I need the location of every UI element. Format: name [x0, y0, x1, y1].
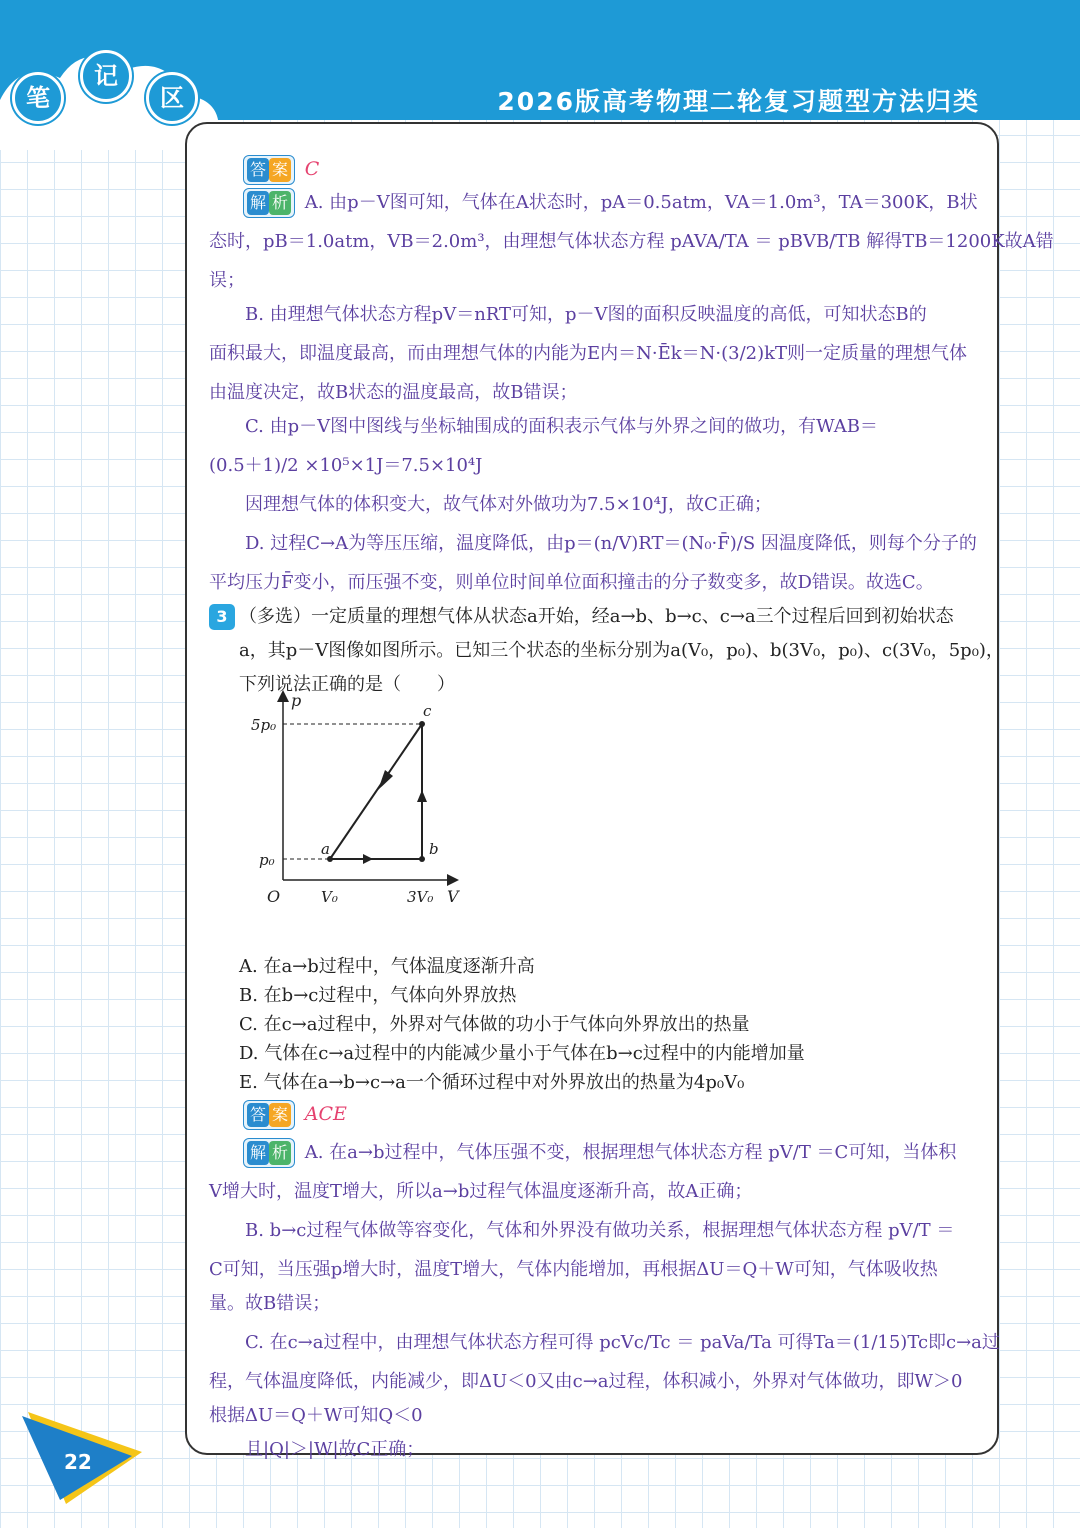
pv-graph — [247, 684, 487, 914]
q3-answer-row — [209, 1097, 979, 1131]
label-c: c — [423, 702, 432, 720]
header-title: 2026版高考物理二轮复习题型方法归类 — [497, 87, 980, 116]
arrow-ca — [378, 770, 393, 790]
q2-exp-line-7: C. 由p－V图中图线与坐标轴围成的面积表示气体与外界之间的做功，有WAB＝ — [245, 416, 878, 437]
q3-exp-line-2: V增大时，温度T增大，所以a→b过程气体温度逐渐升高，故A正确； — [209, 1181, 753, 1202]
q2-exp-line-1: 解 析 A. 由p－V图可知，气体在A状态时，pA＝0.5atm，VA＝1.0m³，TA＝300K，B状 — [209, 186, 979, 220]
q2-exp-line-8: (0.5＋1)/2 ×10⁵×1J＝7.5×10⁴J — [209, 455, 483, 476]
point-c — [419, 721, 425, 727]
q2-exp-line-4: B. 由理想气体状态方程pV＝nRT可知，p－V图的面积反映温度的高低，可知状态B的 — [245, 304, 927, 325]
q3-option-e: E. 气体在a→b→c→a一个循环过程中对外界放出的热量为4p₀V₀ — [239, 1072, 745, 1093]
point-b — [419, 856, 425, 862]
q3-exp-line-7: 程，气体温度降低，内能减少，即ΔU＜0又由c→a过程，体积减小，外界对气体做功，即W＞0 — [209, 1371, 963, 1392]
arrow-bc — [417, 790, 427, 802]
q3-exp-line-1: 解 析 A. 在a→b过程中，气体压强不变，根据理想气体状态方程 pV/T ＝C可知，当体积 — [209, 1131, 979, 1175]
q3-option-b: B. 在b→c过程中，气体向外界放热 — [239, 985, 517, 1006]
notes-card — [185, 122, 1054, 1460]
q3-exp-line-3: B. b→c过程气体做等容变化，气体和外界没有做功关系，根据理想气体状态方程 pV/T ＝ — [245, 1220, 955, 1241]
q2-exp-line-3: 误； — [209, 270, 245, 291]
label-v: V — [447, 887, 459, 906]
label-b: b — [429, 840, 439, 858]
q2-exp-line-2: 态时，pB＝1.0atm，VB＝2.0m³，由理想气体状态方程 pAVA/TA ＝ pBVB/TB 解得TB＝1200K故A错 — [209, 231, 1054, 252]
label-p: p — [291, 691, 302, 710]
q2-answer: C — [304, 158, 320, 180]
q2-exp-line-5: 面积最大，即温度最高，而由理想气体的内能为E内＝N·Ēk＝N·(3/2)kT则一定质量的理想气体 — [209, 343, 968, 364]
q3-stem-3: 下列说法正确的是（ ） — [239, 674, 455, 695]
q3-exp-line-6: C. 在c→a过程中，由理想气体状态方程可得 pcVc/Tc ＝ paVa/Ta 可得Ta＝(1/15)Tc即c→a过 — [245, 1332, 1000, 1353]
label-5p0: 5p₀ — [251, 716, 277, 734]
page-number: 22 — [64, 1450, 92, 1474]
q3-answer: ACE — [304, 1103, 347, 1125]
label-v0: V₀ — [321, 888, 338, 906]
badge-ji: 记 — [80, 50, 132, 102]
badge-bi: 笔 — [12, 72, 64, 124]
q3-exp-line-4: C可知，当压强p增大时，温度T增大，气体内能增加，再根据ΔU＝Q＋W可知，气体吸收热 — [209, 1259, 938, 1280]
q2-answer-row — [209, 152, 979, 186]
label-o: O — [267, 887, 281, 906]
q3-stem-1: 3 （多选）一定质量的理想气体从状态a开始，经a→b、b→c、c→a三个过程后回到初始状态 — [209, 600, 979, 634]
q2-exp-line-6: 由温度决定，故B状态的温度最高，故B错误； — [209, 382, 578, 403]
q2-exp-line-11: 平均压力F̄变小，而压强不变，则单位时间单位面积撞击的分子数变多，故D错误。故选C。 — [209, 572, 934, 593]
q3-exp-line-5: 量。故B错误； — [209, 1293, 331, 1314]
q3-stem-2: a，其p－V图像如图所示。已知三个状态的坐标分别为a(V₀，p₀)、b(3V₀，p₀)、c(3V₀，5p₀)， — [239, 640, 1004, 661]
label-3v0: 3V₀ — [407, 888, 434, 906]
q3-option-c: C. 在c→a过程中，外界对气体做的功小于气体向外界放出的热量 — [239, 1014, 750, 1035]
q2-exp-line-9: 因理想气体的体积变大，故气体对外做功为7.5×10⁴J，故C正确； — [245, 494, 772, 515]
q3-exp-line-8: 根据ΔU＝Q＋W可知Q＜0 — [209, 1405, 423, 1426]
q3-option-a: A. 在a→b过程中，气体温度逐渐升高 — [239, 956, 535, 977]
explain-tag: 解 析 — [243, 188, 295, 218]
q3-option-d: D. 气体在c→a过程中的内能减少量小于气体在b→c过程中的内能增加量 — [239, 1043, 805, 1064]
q2-exp-line-10: D. 过程C→A为等压压缩，温度降低，由p＝(n/V)RT＝(N₀·F̄)/S 因温度降低，则每个分子的 — [245, 533, 977, 554]
answer-tag: 答 案 — [243, 155, 295, 185]
badge-qu: 区 — [146, 72, 198, 124]
explain-tag: 解 析 — [243, 1138, 295, 1168]
q3-number: 3 — [209, 604, 235, 630]
q3-exp-line-9: 且|Q|＞|W|故C正确； — [245, 1439, 425, 1460]
process-ca — [330, 724, 422, 859]
answer-tag: 答 案 — [243, 1100, 295, 1130]
arrow-ab — [363, 854, 373, 864]
label-p0: p₀ — [259, 851, 275, 869]
label-a: a — [321, 840, 330, 858]
